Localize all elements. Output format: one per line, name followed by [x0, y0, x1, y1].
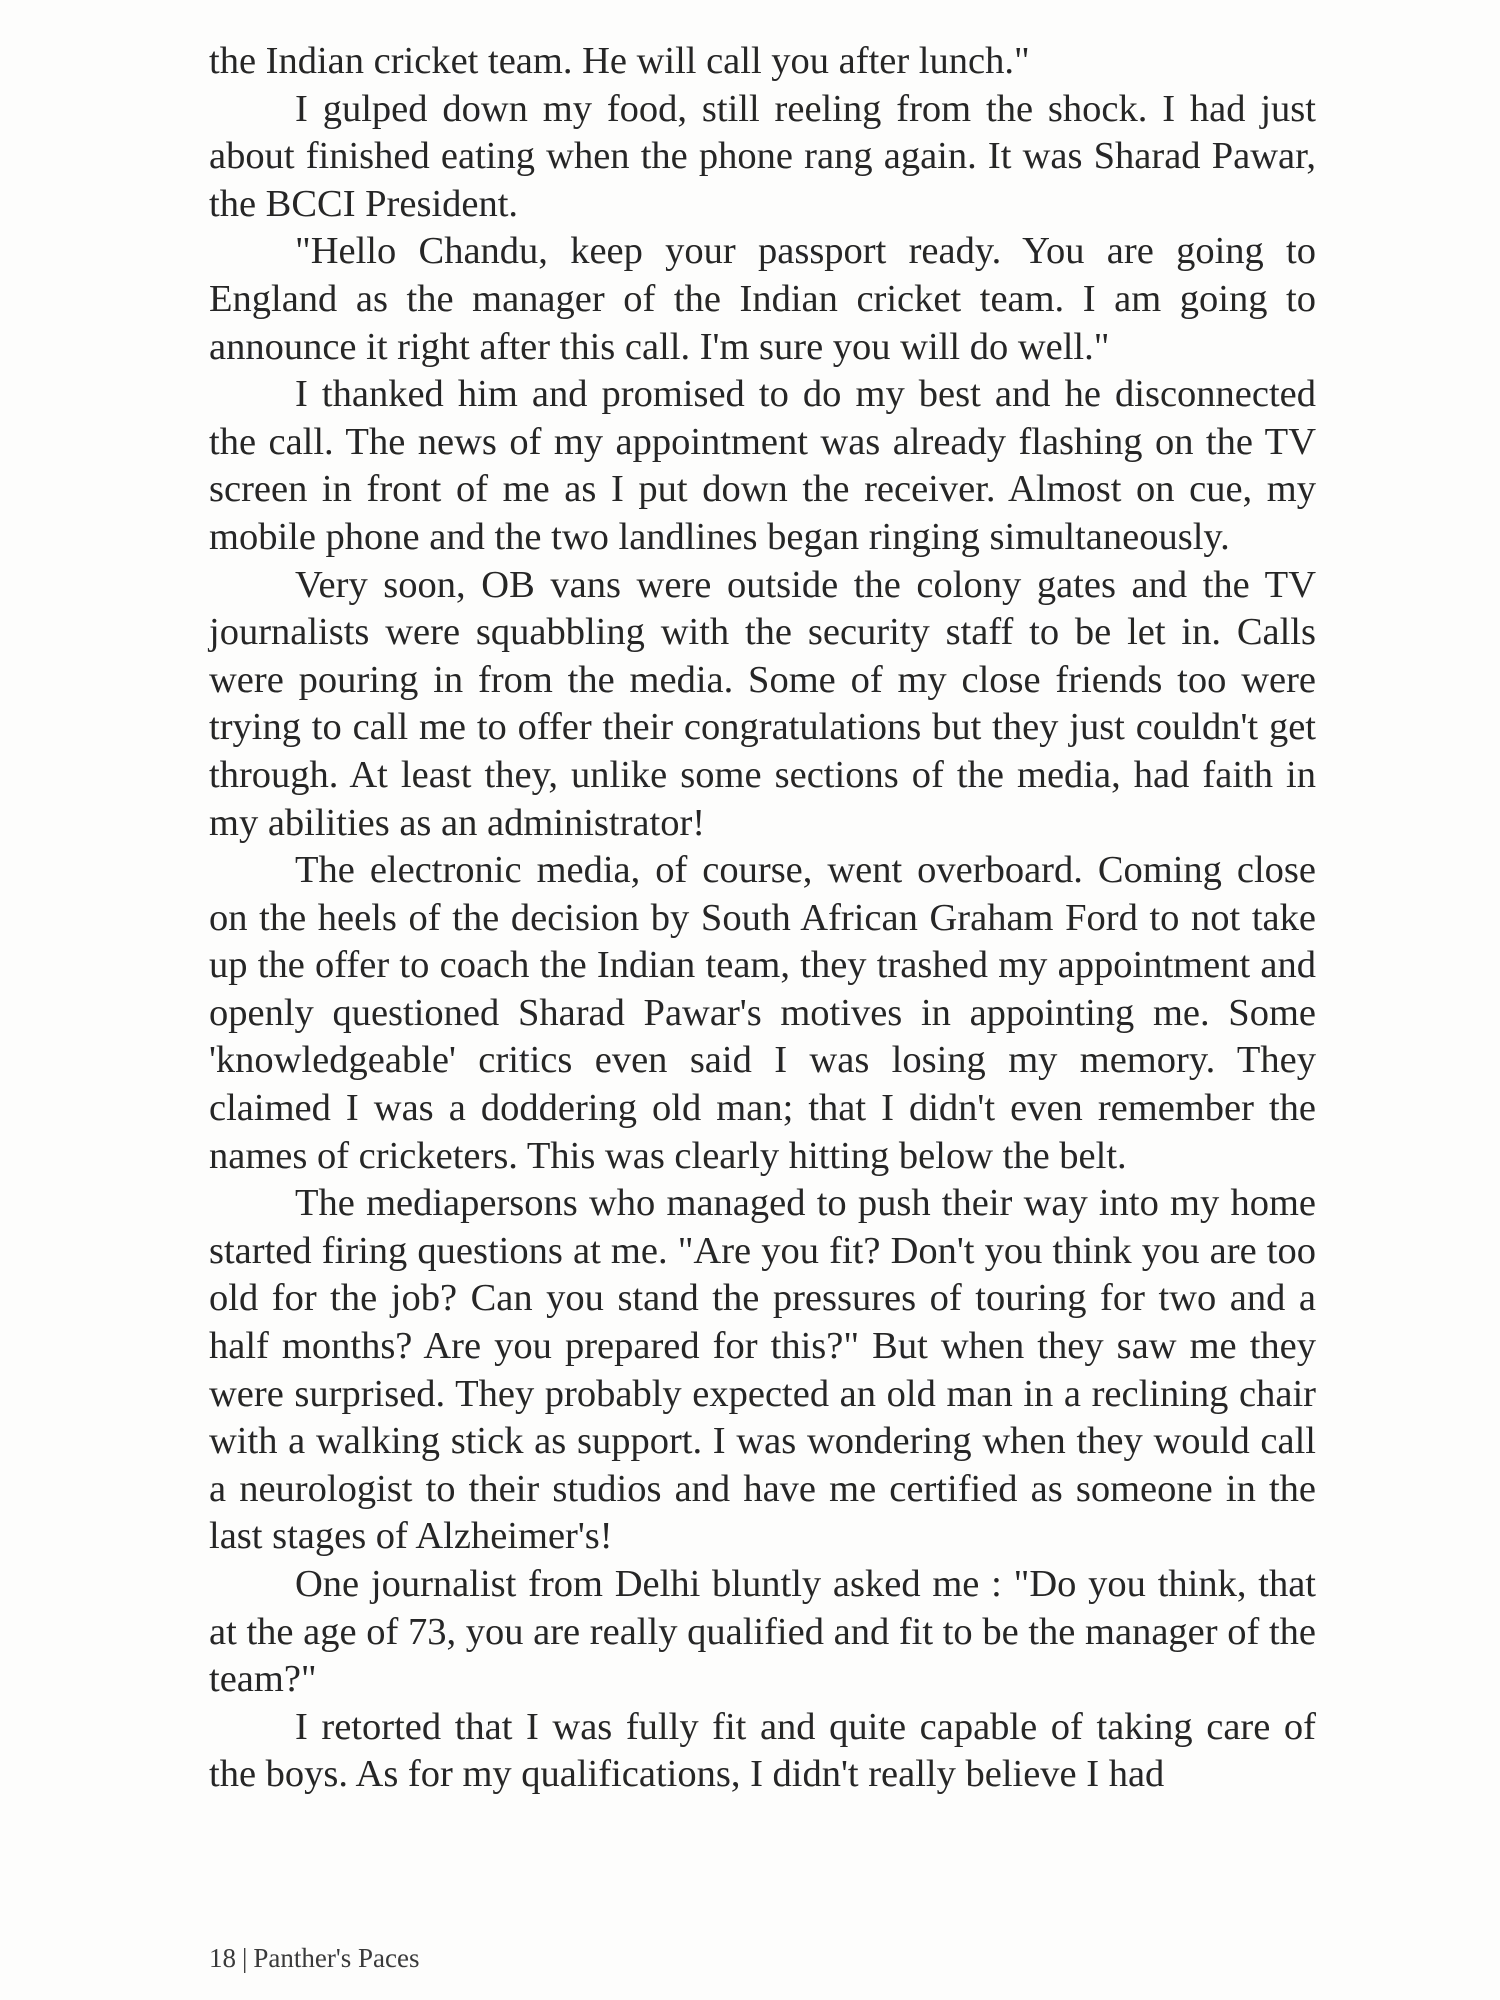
paragraph-5: Very soon, OB vans were outside the colony gates and the TV journalists were squabbling with the security staff to be let in. Calls were pouring in from the media. Some of my close friends too were trying to call me to offer their congratulations but they just couldn't get through. At least they, unlike some sections of the media, had faith in my abilities as an administrator!: [209, 563, 1316, 844]
paragraph-4: I thanked him and promised to do my best and he disconnected the call. The news of my appointment was already flashing on the TV screen in front of me as I put down the receiver. Almost on cue, my mobile phone and the two landlines began ringing simultaneously.: [209, 373, 1316, 558]
page-footer: [209, 1942, 419, 1974]
paragraph-2: I gulped down my food, still reeling from the shock. I had just about finished eating when the phone rang again. It was Sharad Pawar, the BCCI President.: [209, 87, 1316, 225]
paragraph-9: I retorted that I was fully fit and quite capable of taking care of the boys. As for my qualifications, I didn't really believe I had: [209, 1705, 1316, 1796]
page-number: 18: [209, 1943, 236, 1973]
paragraph-6: The electronic media, of course, went overboard. Coming close on the heels of the decision by South African Graham Ford to not take up the offer to coach the Indian team, they trashed my appointment and openly questioned Sharad Pawar's motives in appointing me. Some 'knowledgeable' critics even said I was losing my memory. They claimed I was a doddering old man; that I didn't even remember the names of cricketers. This was clearly hitting below the belt.: [209, 849, 1316, 1177]
paragraph-1: the Indian cricket team. He will call you after lunch.": [209, 40, 1030, 82]
paragraph-8: One journalist from Delhi bluntly asked me : "Do you think, that at the age of 73, you are really qualified and fit to be the manager of the team?": [209, 1563, 1316, 1701]
footer-separator: |: [242, 1943, 248, 1973]
paragraph-7: The mediapersons who managed to push their way into my home started firing questions at me. "Are you fit? Don't you think you are too old for the job? Can you stand the pressures of touring for two and a half months? Are you prepared for this?" But when they saw me they were surprised. They probably expected an old man in a reclining chair with a walking stick as support. I was wondering when they would call a neurologist to their studios and have me certified as someone in the last stages of Alzheimer's!: [209, 1182, 1316, 1558]
paragraph-3: "Hello Chandu, keep your passport ready. You are going to England as the manager of the Indian cricket team. I am going to announce it right after this call. I'm sure you will do well.": [209, 230, 1316, 368]
book-title: Panther's Paces: [253, 1943, 420, 1973]
body-text: [209, 38, 1316, 1799]
